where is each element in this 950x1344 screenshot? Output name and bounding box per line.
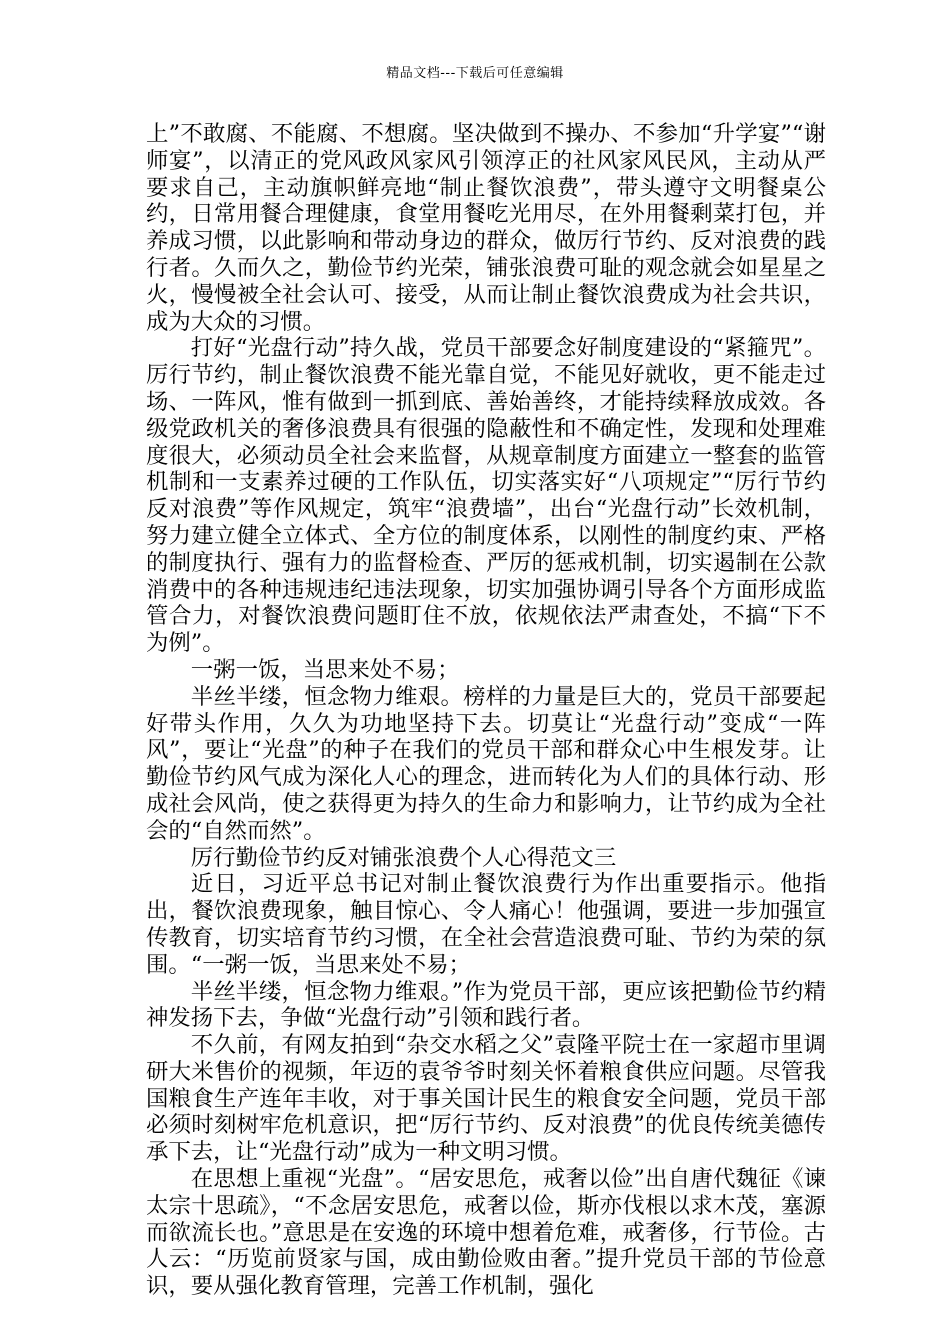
section-title: 厉行勤俭节约反对铺张浪费个人心得范文三	[190, 844, 617, 871]
paragraph: 半丝半缕，恒念物力维艰。”作为党员干部，更应该把勤俭节约精神发扬下去，争做“光盘行动”引领和践行者。	[146, 978, 826, 1032]
paragraph: 上”不敢腐、不能腐、不想腐。坚决做到不操办、不参加“升学宴”“谢师宴”，以清正的党风政风家风引领淳正的社风家风民风，主动从严要求自己，主动旗帜鲜亮地“制止餐饮浪费”，带头遵守文明餐桌公约，日常用餐合理健康，食堂用餐吃光用尽，在外用餐剩菜打包，并养成习惯，以此影响和带动身边的群众，做厉行节约、反对浪费的践行者。久而久之，勤俭节约光荣，铺张浪费可耻的观念就会如星星之火，慢慢被全社会认可、接受，从而让制止餐饮浪费成为社会共识，成为大众的习惯。	[146, 121, 826, 335]
paragraph: 在思想上重视“光盘”。“居安思危，戒奢以俭”出自唐代魏征《谏太宗十思疏》，“不念居安思危，戒奢以俭，斯亦伐根以求木茂，塞源而欲流长也。”意思是在安逸的环境中想着危难，戒奢侈，行节俭。古人云：“历览前贤家与国，成由勤俭败由奢。”提升党员干部的节俭意识，要从强化教育管理，完善工作机制，强化	[146, 1166, 826, 1300]
paragraph: 一粥一饭，当思来处不易；	[190, 656, 460, 683]
paragraph: 近日，习近平总书记对制止餐饮浪费行为作出重要指示。他指出，餐饮浪费现象，触目惊心、令人痛心！他强调，要进一步加强宣传教育，切实培育节约习惯，在全社会营造浪费可耻、节约为荣的氛围。“一粥一饭，当思来处不易；	[146, 871, 826, 978]
page-header: 精品文档---下载后可任意编辑	[386, 66, 564, 81]
paragraph: 不久前，有网友拍到“杂交水稻之父”袁隆平院士在一家超市里调研大米售价的视频，年迈的袁爷爷时刻关怀着粮食供应问题。尽管我国粮食生产连年丰收，对于事关国计民生的粮食安全问题，党员干部必须时刻树牢危机意识，把“厉行节约、反对浪费”的优良传统美德传承下去，让“光盘行动”成为一种文明习惯。	[146, 1032, 826, 1166]
paragraph: 打好“光盘行动”持久战，党员干部要念好制度建设的“紧箍咒”。厉行节约，制止餐饮浪费不能光靠自觉，不能见好就收，更不能走过场、一阵风，惟有做到一抓到底、善始善终，才能持续释放成效。各级党政机关的奢侈浪费具有很强的隐蔽性和不确定性，发现和处理难度很大，必须动员全社会来监督，从规章制度方面建立一整套的监管机制和一支素养过硬的工作队伍，切实落实好“八项规定”“厉行节约反对浪费”等作风规定，筑牢“浪费墙”，出台“光盘行动”长效机制，努力建立健全立体式、全方位的制度体系，以刚性的制度约束、严格的制度执行、强有力的监督检查、严厉的惩戒机制，切实遏制在公款消费中的各种违规违纪违法现象，切实加强协调引导各个方面形成监管合力，对餐饮浪费问题盯住不放，依规依法严肃查处，不搞“下不为例”。	[146, 335, 826, 657]
document-body	[146, 121, 826, 1300]
paragraph: 半丝半缕，恒念物力维艰。榜样的力量是巨大的，党员干部要起好带头作用，久久为功地坚持下去。切莫让“光盘行动”变成“一阵风”，要让“光盘”的种子在我们的党员干部和群众心中生根发芽。让勤俭节约风气成为深化人心的理念，进而转化为人们的具体行动、形成社会风尚，使之获得更为持久的生命力和影响力，让节约成为全社会的“自然而然”。	[146, 683, 826, 844]
